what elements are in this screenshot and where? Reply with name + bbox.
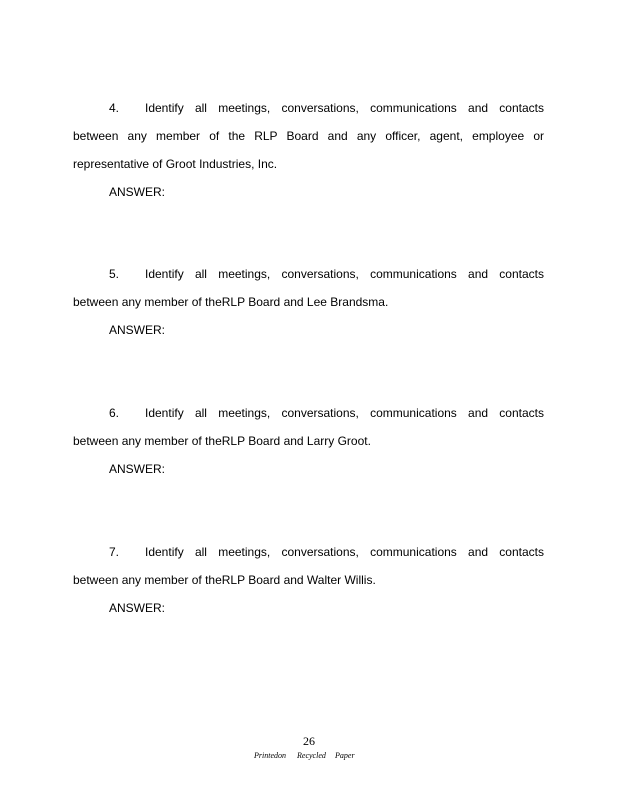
page-number: 26	[303, 734, 315, 748]
question-text-line: Identify all meetings, conversations, communications and contacts	[145, 545, 544, 559]
answer-label: ANSWER:	[109, 185, 166, 199]
question-text-line: Identify all meetings, conversations, communications and contacts	[145, 101, 544, 115]
question-text-line: between any member of the RLP Board and any officer, agent, employee or	[73, 129, 544, 143]
footer-note-word: Recycled	[297, 751, 326, 760]
interrogatory-7	[73, 538, 544, 622]
question-first-line	[73, 260, 544, 288]
question-first-line	[73, 94, 544, 122]
answer-label: ANSWER:	[109, 323, 166, 337]
question-first-line	[73, 538, 544, 566]
question-number: 6.	[109, 406, 120, 420]
question-text-line: Identify all meetings, conversations, communications and contacts	[145, 267, 544, 281]
footer-note-word: Paper	[335, 751, 355, 760]
interrogatory-5	[73, 260, 544, 344]
answer-label: ANSWER:	[109, 462, 166, 476]
question-number: 4.	[109, 101, 120, 115]
interrogatory-6	[73, 399, 544, 483]
answer-label: ANSWER:	[109, 601, 166, 615]
question-number: 7.	[109, 545, 120, 559]
question-text-line: between any member of theRLP Board and Lee Brandsma.	[73, 295, 389, 309]
interrogatory-4	[73, 94, 544, 206]
question-text-line: between any member of theRLP Board and Walter Willis.	[73, 573, 376, 587]
question-number: 5.	[109, 267, 120, 281]
question-text-line: representative of Groot Industries, Inc.	[73, 157, 278, 171]
recycled-paper-note	[254, 751, 355, 760]
question-text-line: between any member of theRLP Board and Larry Groot.	[73, 434, 371, 448]
question-first-line	[73, 399, 544, 427]
question-text-line: Identify all meetings, conversations, communications and contacts	[145, 406, 544, 420]
footer-note-word: Printedon	[254, 751, 286, 760]
